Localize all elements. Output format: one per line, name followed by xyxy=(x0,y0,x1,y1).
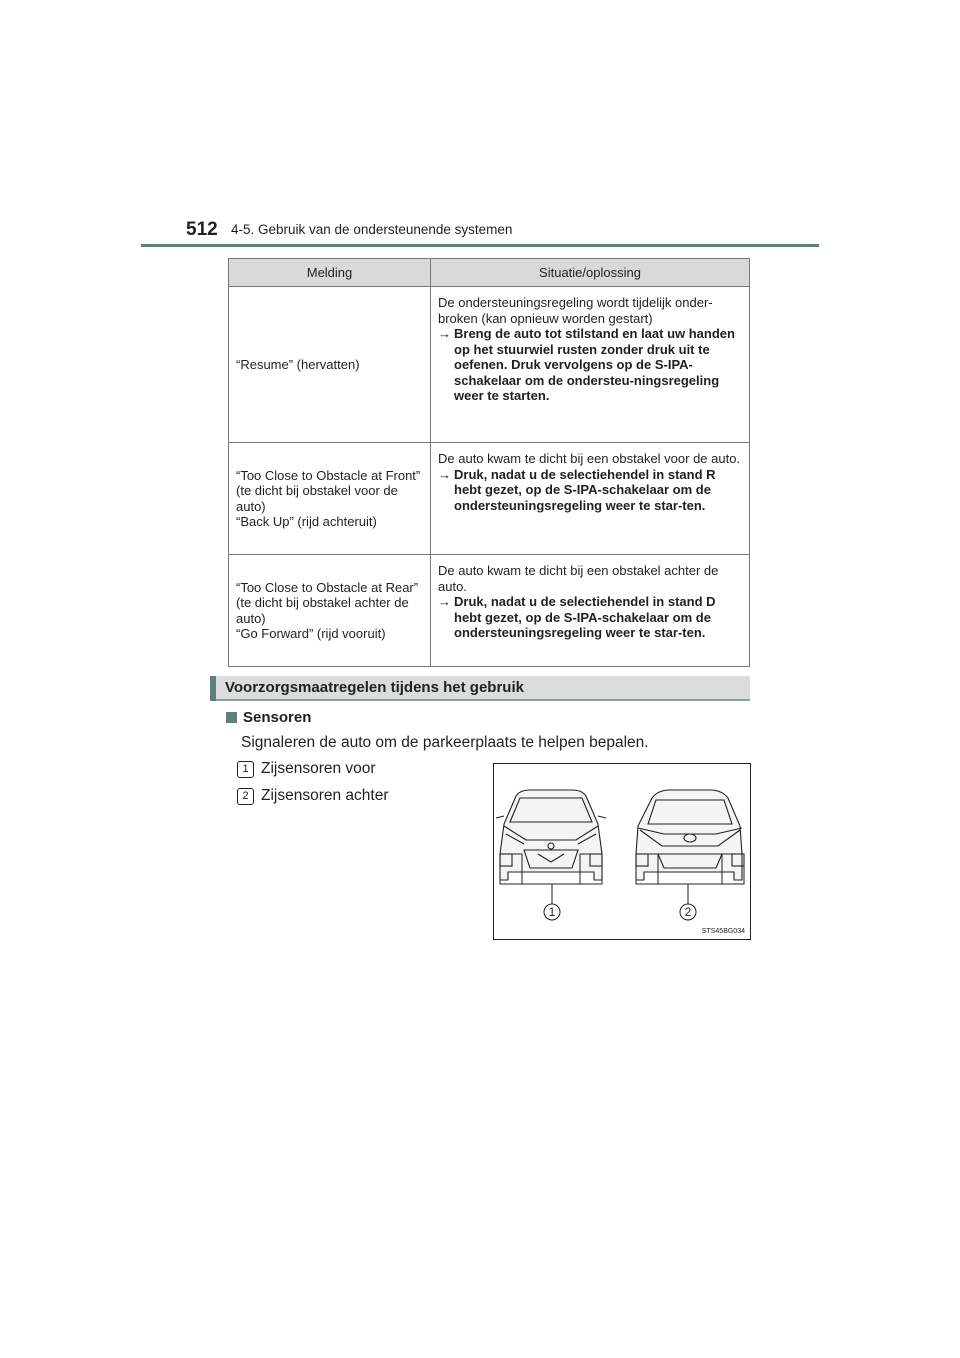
solution-action xyxy=(438,594,742,641)
column-header-message: Melding xyxy=(229,259,431,287)
page-number: 512 xyxy=(186,219,218,240)
solution-action xyxy=(438,467,742,514)
action-text: Breng de auto tot stilstand en laat uw handen op het stuurwiel rusten zonder druk uit te oefenen. Druk vervolgens op de S-IPA-schakelaar om de ondersteu-ningsregeling weer te starten. xyxy=(454,326,735,403)
car-rear-icon xyxy=(636,790,744,880)
number-badge: 2 xyxy=(237,788,254,805)
sensor-figure xyxy=(493,763,751,940)
solution-cell xyxy=(431,555,750,667)
car-front-icon xyxy=(496,790,606,880)
table-row xyxy=(229,287,750,443)
list-item xyxy=(237,787,389,805)
action-text: Druk, nadat u de selectiehendel in stand D hebt gezet, op de S-IPA-schakelaar om de ondersteuningsregeling weer te star-ten. xyxy=(454,594,716,640)
solution-action xyxy=(438,326,742,404)
situation-text: De auto kwam te dicht bij een obstakel voor de auto. xyxy=(438,451,741,466)
item-label: Zijsensoren voor xyxy=(261,760,376,777)
situation-text: De auto kwam te dicht bij een obstakel achter de auto. xyxy=(438,563,719,594)
solution-cell xyxy=(431,443,750,555)
arrow-icon: → xyxy=(438,594,451,609)
column-header-solution: Situatie/oplossing xyxy=(431,259,750,287)
section-title: Voorzorgsmaatregelen tijdens het gebruik xyxy=(225,679,524,696)
arrow-icon: → xyxy=(438,326,451,341)
number-badge: 1 xyxy=(237,761,254,778)
message-cell xyxy=(229,287,431,443)
message-text: “Resume” (hervatten) xyxy=(236,356,360,372)
solution-cell xyxy=(431,287,750,443)
table-row xyxy=(229,555,750,667)
description: Signaleren de auto om de parkeerplaats te helpen bepalen. xyxy=(241,734,649,751)
section-accent xyxy=(210,676,216,701)
message-text: “Back Up” (rijd achteruit) xyxy=(236,514,377,529)
header-rule xyxy=(141,244,819,247)
list-item xyxy=(237,760,376,778)
table-row xyxy=(229,443,750,555)
subheading xyxy=(226,709,311,726)
callout-label-2: 2 xyxy=(684,905,692,919)
square-bullet-icon xyxy=(226,712,237,723)
action-text: Druk, nadat u de selectiehendel in stand R hebt gezet, op de S-IPA-schakelaar om de ondersteuningsregeling weer te star-ten. xyxy=(454,466,716,513)
message-cell xyxy=(229,555,431,667)
table-header-row xyxy=(229,259,750,287)
item-label: Zijsensoren achter xyxy=(261,787,389,804)
arrow-icon: → xyxy=(438,466,451,482)
message-table xyxy=(228,258,750,667)
message-cell xyxy=(229,443,431,555)
message-text: “Go Forward” (rijd vooruit) xyxy=(236,626,386,641)
situation-text: De ondersteuningsregeling wordt tijdelijk onder-broken (kan opnieuw worden gestart) xyxy=(438,295,713,326)
running-header: 4-5. Gebruik van de ondersteunende systemen xyxy=(231,222,513,237)
message-text: “Too Close to Obstacle at Rear” (te dicht bij obstakel achter de auto) xyxy=(236,579,419,626)
subheading-text: Sensoren xyxy=(243,709,312,726)
callout-label-1: 1 xyxy=(548,905,556,919)
message-text: “Too Close to Obstacle at Front” (te dicht bij obstakel voor de auto) xyxy=(236,467,421,514)
section-header xyxy=(210,676,750,701)
car-sensor-illustration xyxy=(494,764,750,939)
figure-code: STS45BG034 xyxy=(701,928,745,935)
